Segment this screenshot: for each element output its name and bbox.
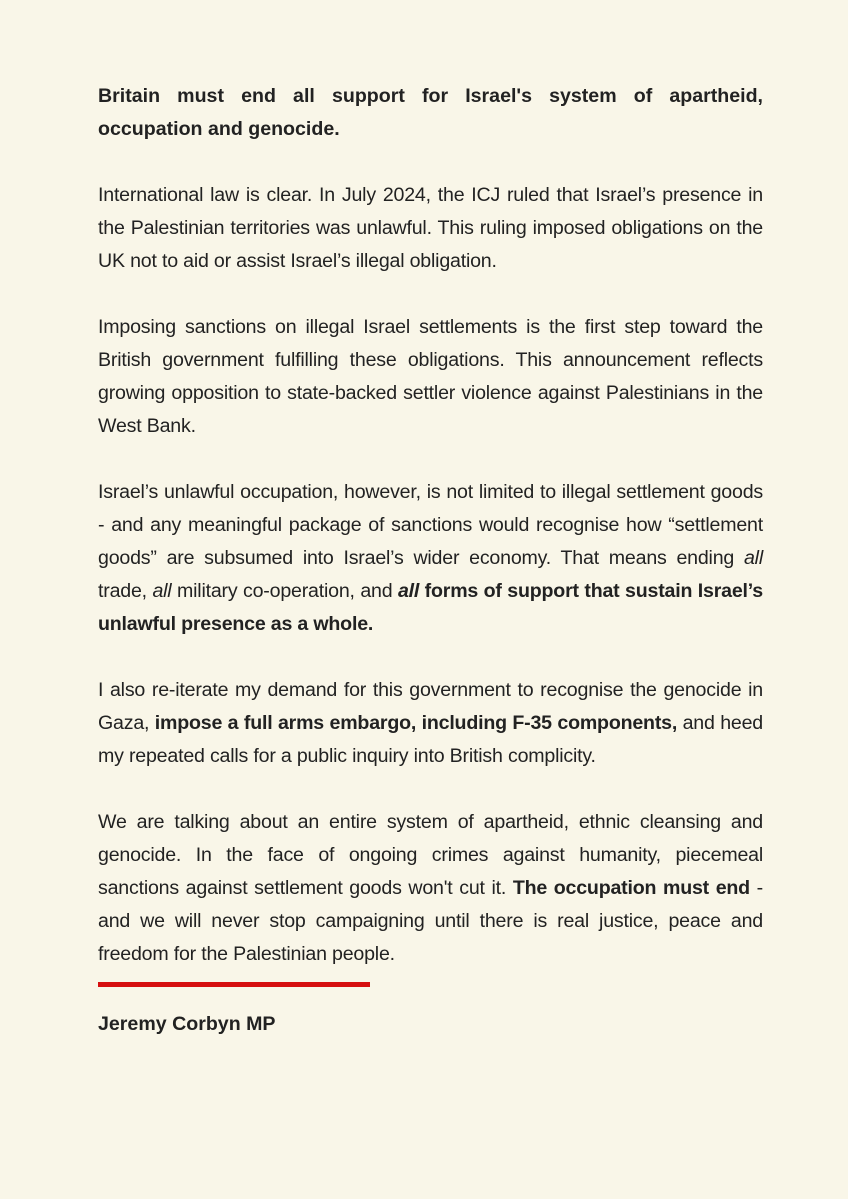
- headline: Britain must end all support for Israel's system of apartheid, occupation and genocide.: [98, 85, 763, 140]
- text: Israel’s unlawful occupation, however, is not limited to illegal settlement goods - and any meaningful package of sanctions would recognise how “settlement goods” are subsumed into Israel’s wider economy. That means ending: [98, 481, 763, 569]
- red-divider: [98, 982, 370, 987]
- text: I also re-iterate my demand for this government to recognise the genocide in Gaza,: [98, 679, 763, 734]
- text: military co-operation, and: [171, 580, 398, 602]
- emphasis-all-bold: all: [397, 580, 420, 602]
- text: We are talking about an entire system of apartheid, ethnic cleansing and genocide. In the face of ongoing crimes against humanity, piecemeal sanctions against settlement goods won't cut it.: [98, 811, 763, 899]
- paragraph-arms-embargo: [98, 674, 763, 773]
- paragraph-justice: [98, 806, 763, 971]
- emphasis-all: all: [743, 547, 763, 569]
- bold-text: impose a full arms embargo, including F-35 components,: [154, 712, 678, 734]
- text: and heed my repeated calls for a public inquiry into British complicity.: [98, 712, 763, 767]
- emphasis-all: all: [152, 580, 172, 602]
- paragraph-sanctions: Imposing sanctions on illegal Israel settlements is the first step toward the British government fulfilling these obligations. This announcement reflects growing opposition to state-backed settler violence against Palestinians in the West Bank.: [98, 316, 763, 437]
- bold-text: forms of support that sustain Israel’s unlawful presence as a whole.: [98, 580, 763, 635]
- text: trade,: [98, 580, 153, 602]
- bold-text: The occupation must end: [512, 877, 750, 899]
- statement-body: [98, 80, 763, 971]
- signature: Jeremy Corbyn MP: [98, 1013, 276, 1035]
- text: - and we will never stop campaigning until there is real justice, peace and freedom for the Palestinian people.: [98, 877, 763, 965]
- paragraph-occupation: [98, 476, 763, 641]
- paragraph-icj-ruling: International law is clear. In July 2024, the ICJ ruled that Israel’s presence in the Palestinian territories was unlawful. This ruling imposed obligations on the UK not to aid or assist Israel’s illegal obligation.: [98, 184, 763, 272]
